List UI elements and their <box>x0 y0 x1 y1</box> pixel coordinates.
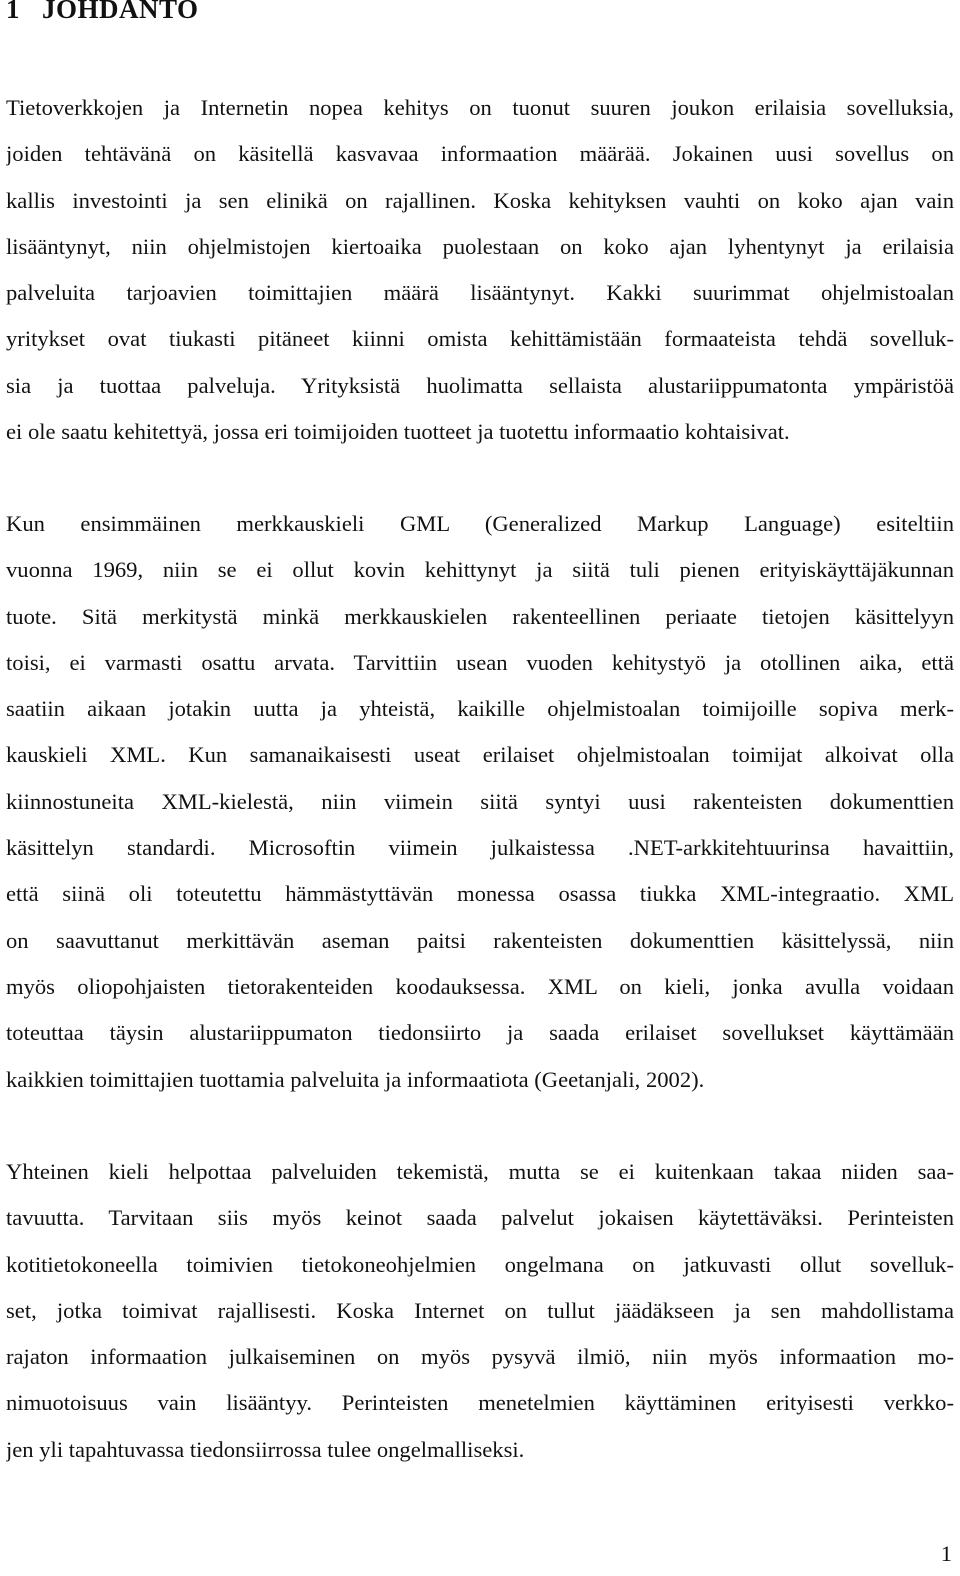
page-number: 1 <box>940 1541 952 1566</box>
text-line: Tietoverkkojen ja Internetin nopea kehitys on tuonut suuren joukon erilaisia sovelluksia, <box>6 95 954 120</box>
text-line: set, jotka toimivat rajallisesti. Koska Internet on tullut jäädäkseen ja sen mahdollistama <box>6 1297 954 1323</box>
text-line: kauskieli XML. Kun samanaikaisesti useat erilaiset ohjelmistoalan toimijat alkoivat olla <box>6 742 954 768</box>
text-line: sia ja tuottaa palveluja. Yrityksistä huolimatta sellaista alustariippumatonta ympäristöä <box>6 372 954 398</box>
text-line: kaikkien toimittajien tuottamia palveluita ja informaatiota (Geetanjali, 2002). <box>6 1066 705 1092</box>
text-line: myös oliopohjaisten tietorakenteiden koodauksessa. XML on kieli, jonka avulla voidaan <box>6 973 954 999</box>
text-line: että siinä oli toteutettu hämmästyttävän monessa osassa tiukka XML-integraatio. XML <box>6 881 954 907</box>
text-line: jen yli tapahtuvassa tiedonsiirrossa tulee ongelmalliseksi. <box>6 1436 525 1462</box>
text-line: vuonna 1969, niin se ei ollut kovin kehittynyt ja siitä tuli pienen erityiskäyttäjäkunnan <box>6 557 954 583</box>
chapter-number: 1 <box>6 0 20 24</box>
text-line: kiinnostuneita XML-kielestä, niin viimein siitä syntyi uusi rakenteisten dokumenttien <box>6 788 954 814</box>
text-line: tuote. Sitä merkitystä minkä merkkauskielen rakenteellinen periaate tietojen käsittelyyn <box>6 603 954 629</box>
text-line: on saavuttanut merkittävän aseman paitsi rakenteisten dokumenttien käsittelyssä, niin <box>6 927 954 953</box>
text-line: käsittelyn standardi. Microsoftin viimein julkaistessa .NET-arkkitehtuurinsa havaittiin, <box>6 835 954 861</box>
text-line: kotitietokoneella toimivien tietokoneohjelmien ongelmana on jatkuvasti ollut sovelluk- <box>6 1251 954 1277</box>
text-line: toisi, ei varmasti osattu arvata. Tarvittiin usean vuoden kehitystyö ja otollinen aika, että <box>6 649 954 675</box>
text-line: yritykset ovat tiukasti pitäneet kiinni omista kehittämistään formaateista tehdä sovelluk- <box>6 326 954 352</box>
text-line: lisääntynyt, niin ohjelmistojen kiertoaika puolestaan on koko ajan lyhentynyt ja erilaisia <box>6 233 954 259</box>
chapter-heading <box>6 0 199 25</box>
text-line: joiden tehtävänä on käsitellä kasvavaa informaation määrää. Jokainen uusi sovellus on <box>6 141 954 167</box>
chapter-title: JOHDANTO <box>42 0 199 24</box>
text-line: kallis investointi ja sen elinikä on rajallinen. Koska kehityksen vauhti on koko ajan vain <box>6 187 954 213</box>
text-line: Kun ensimmäinen merkkauskieli GML (Generalized Markup Language) esiteltiin <box>6 511 954 536</box>
text-line: tavuutta. Tarvitaan siis myös keinot saada palvelut jokaisen käytettäväksi. Perinteisten <box>6 1205 954 1231</box>
paragraph-1 <box>6 85 954 455</box>
text-line: Yhteinen kieli helpottaa palveluiden tekemistä, mutta se ei kuitenkaan takaa niiden saa- <box>6 1159 954 1184</box>
text-line: saatiin aikaan jotakin uutta ja yhteistä, kaikille ohjelmistoalan toimijoille sopiva merk- <box>6 696 954 722</box>
text-line: toteuttaa täysin alustariippumaton tiedonsiirto ja saada erilaiset sovellukset käyttämään <box>6 1020 954 1046</box>
paragraph-3 <box>6 1149 954 1473</box>
text-line: palveluita tarjoavien toimittajien määrä lisääntynyt. Kakki suurimmat ohjelmistoalan <box>6 280 954 306</box>
text-line: ei ole saatu kehitettyä, jossa eri toimijoiden tuotteet ja tuotettu informaatio kohtaisivat. <box>6 419 790 445</box>
paragraph-2 <box>6 501 954 1103</box>
text-line: rajaton informaation julkaiseminen on myös pysyvä ilmiö, niin myös informaation mo- <box>6 1344 954 1370</box>
text-line: nimuotoisuus vain lisääntyy. Perinteisten menetelmien käyttäminen erityisesti verkko- <box>6 1390 954 1416</box>
